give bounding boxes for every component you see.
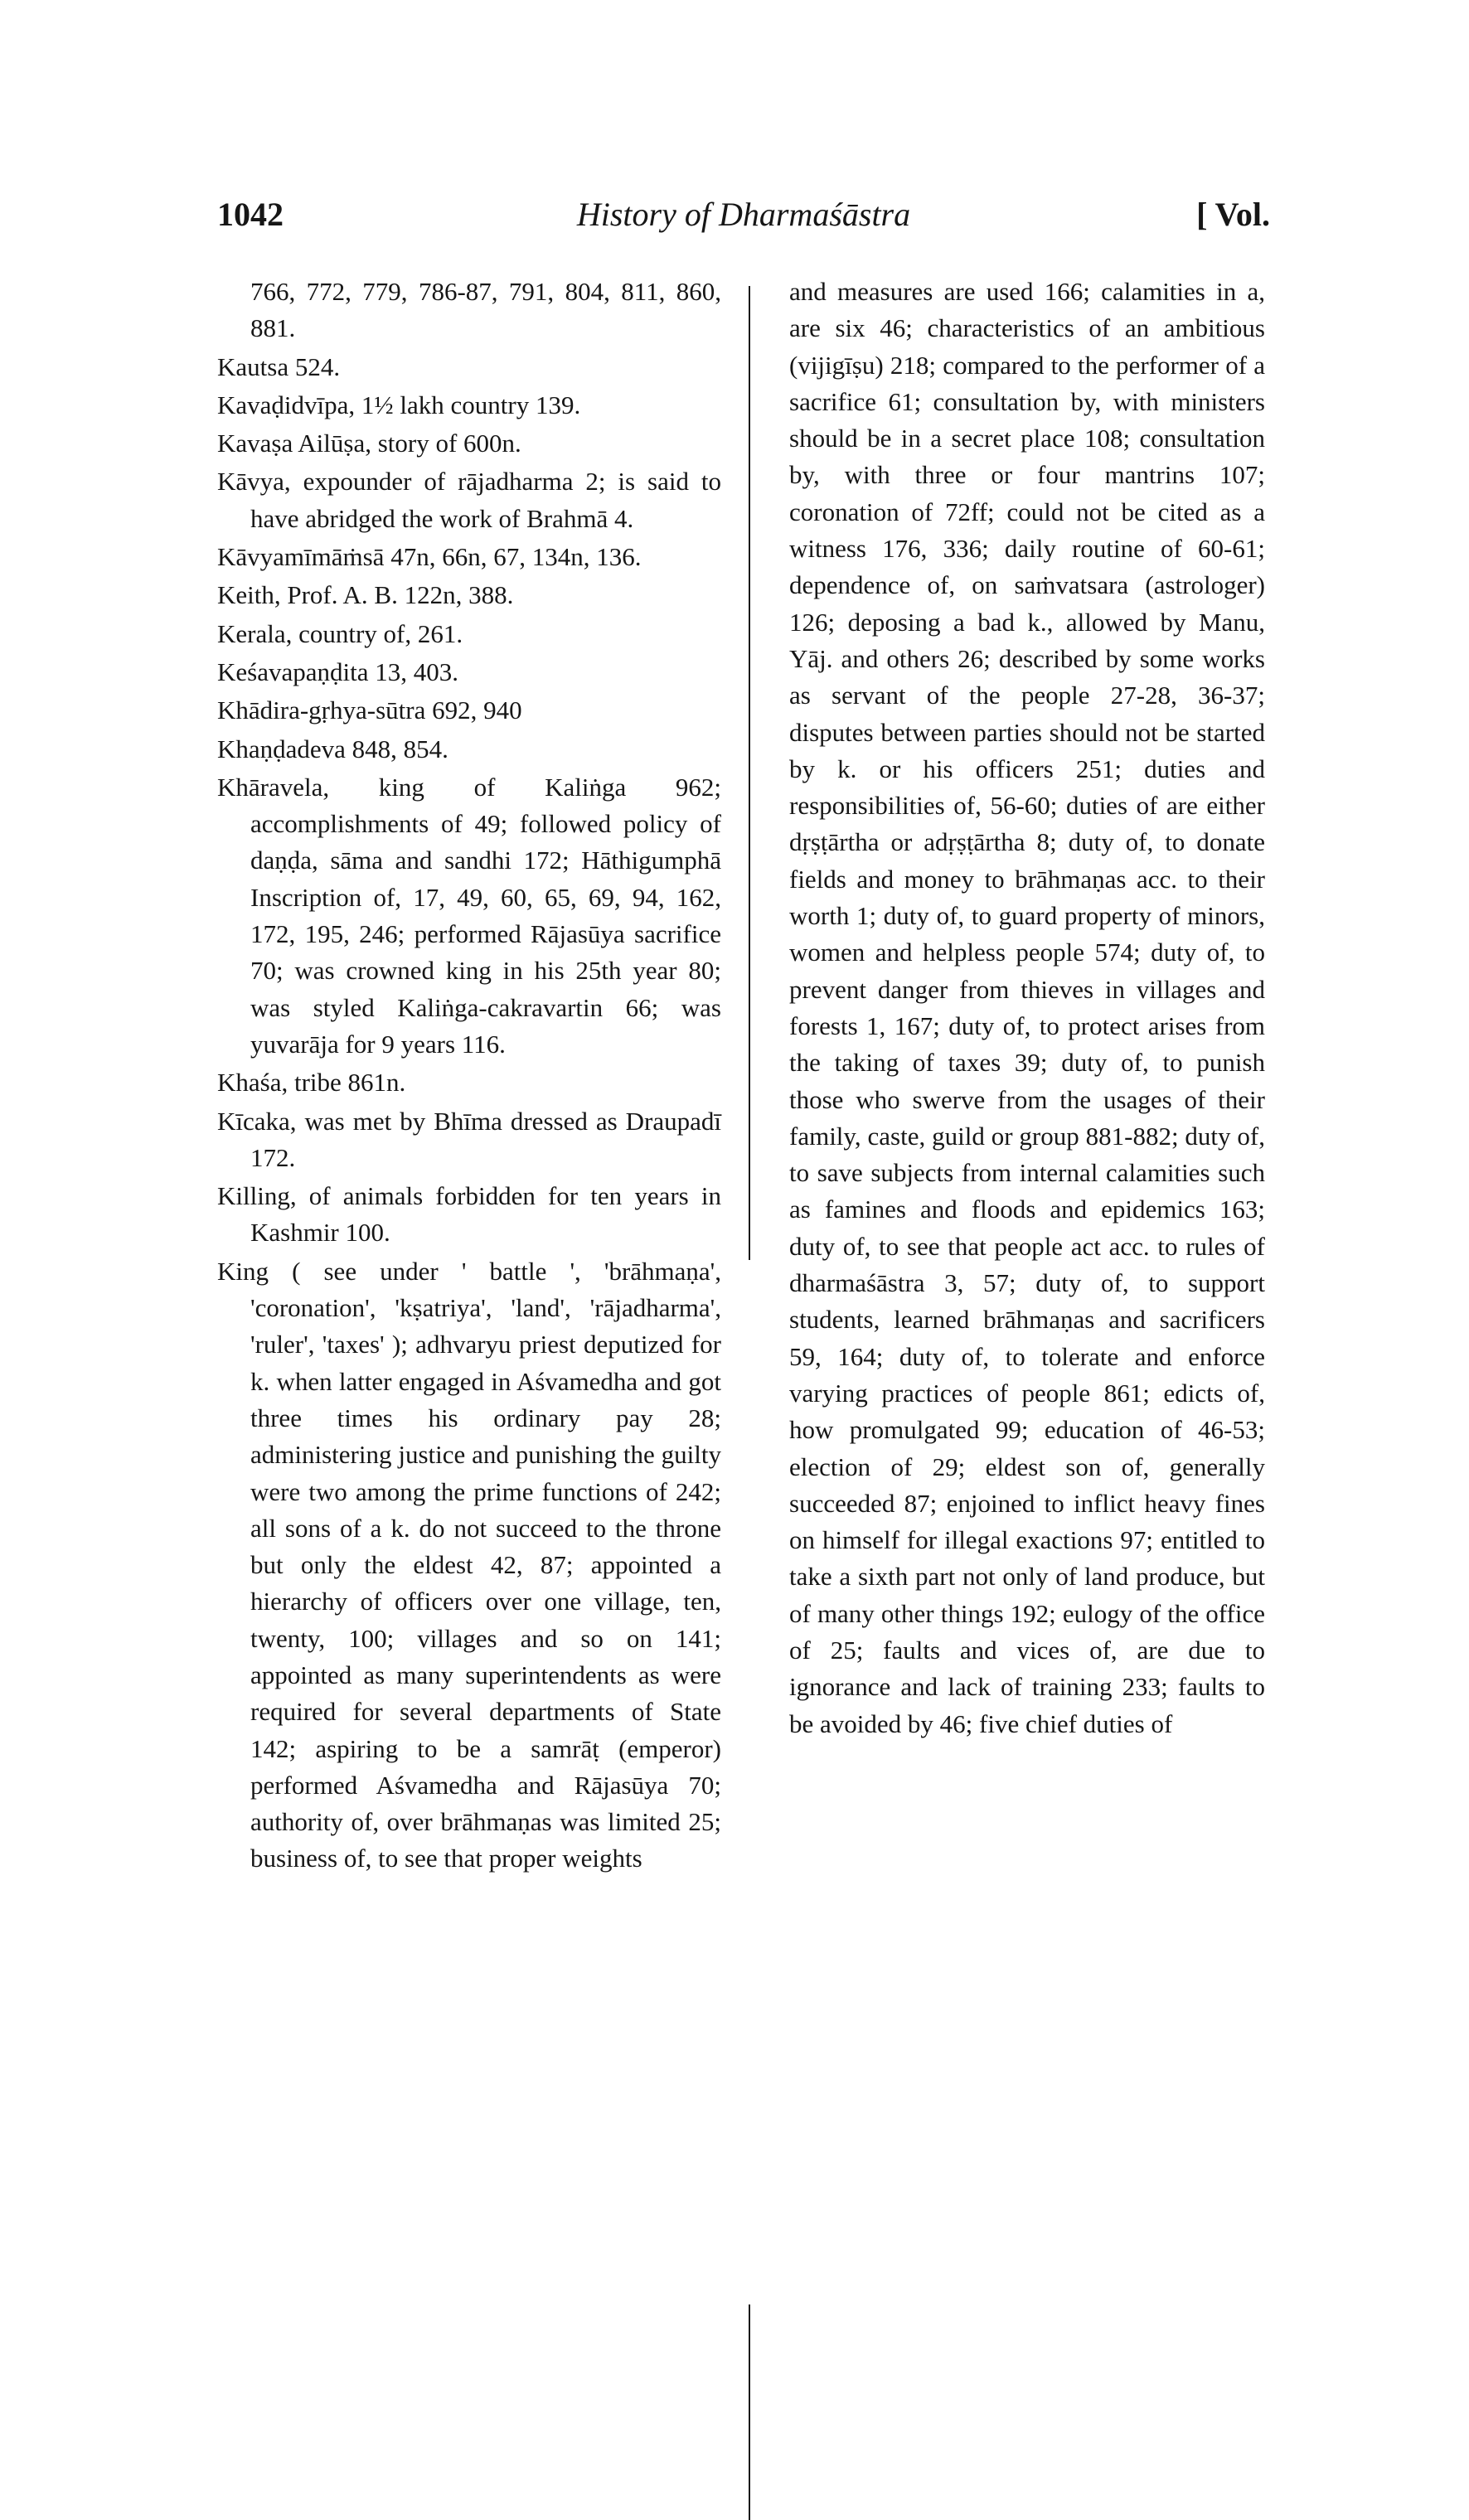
index-entry: Killing, of animals forbidden for ten years in Kashmir 100. bbox=[217, 1181, 721, 1248]
index-entry-continuation: and measures are used 166; calamities in a, are six 46; characteristics of an ambitious (vijigīṣu) 218; compared to the performer of a sacrifice 61; consultation by, with ministers should be in a secret place 108; consultation by, with three or four mantrins 107; coronation of 72ff; could not be cited as a witness 176, 336; daily routine of 60-61; dependence of, on saṁvatsara (astrologer) 126; deposing a bad k., allowed by Manu, Yāj. and others 26; described by some works as servant of the people 27-28, 36-37; disputes between parties should not be started by k. or his officers 251; duties and responsibilities of, 56-60; duties of are either dṛṣṭārtha or adṛṣṭārtha 8; duty of, to donate fields and money to brāhmaṇas acc. to their worth 1; duty of, to guard property of minors, women and helpless people 574; duty of, to prevent danger from thieves in villages and forests 1, 167; duty of, to protect arises from the taking of taxes 39; duty of, to punish those who swerve from the usages of their family, caste, guild or group 881-882; duty of, to save subjects from internal calamities such as famines and floods and epidemics 163; duty of, to see that people act acc. to rules of dharmaśāstra 3, 57; duty of, to support students, learned brāhmaṇas and sacrificers 59, 164; duty of, to tolerate and enforce varying practices of people 861; edicts of, how promulgated 99; education of 46-53; election of 29; eldest son of, generally succeeded 87; enjoined to inflict heavy fines on himself for illegal exactions 97; entitled to take a sixth part not only of land produce, but of many other things 192; eulogy of the office of 25; faults and vices of, are due to ignorance and lack of training 233; faults to be avoided by 46; five chief duties of bbox=[789, 277, 1265, 1738]
index-entry: Keśavapaṇḍita 13, 403. bbox=[217, 657, 458, 686]
index-entry: Kīcaka, was met by Bhīma dressed as Draupadī 172. bbox=[217, 1106, 721, 1172]
index-column-right bbox=[789, 274, 1265, 1742]
index-entry: Kāvyamīmāṁsā 47n, 66n, 67, 134n, 136. bbox=[217, 542, 642, 572]
index-entry: Khādira-gṛhya-sūtra 692, 940 bbox=[217, 695, 522, 725]
index-entry: 766, 772, 779, 786-87, 791, 804, 811, 860, 881. bbox=[250, 277, 721, 343]
index-entry: Kautsa 524. bbox=[217, 351, 341, 381]
index-entry: Kāvya, expounder of rājadharma 2; is said to have abridged the work of Brahmā 4. bbox=[217, 467, 721, 533]
index-entry: Kavaṣa Ailūṣa, story of 600n. bbox=[217, 429, 521, 458]
column-divider-gap bbox=[749, 1260, 754, 2304]
index-entry: Khaśa, tribe 861n. bbox=[217, 1068, 406, 1098]
index-entry: Khaṇḍadeva 848, 854. bbox=[217, 734, 448, 763]
index-entry: Khāravela, king of Kaliṅga 962; accomplishments of 49; followed policy of daṇḍa, sāma and sandhi 172; Hāthigumphā Inscription of, 17, 49, 60, 65, 69, 94, 162, 172, 195, 246; performed Rājasūya sacrifice 70; was crowned king in his 25th year 80; was styled Kaliṅga-cakravartin 66; was yuvarāja for 9 years 116. bbox=[217, 772, 721, 1059]
page-number: 1042 bbox=[217, 196, 284, 233]
index-column-left bbox=[217, 274, 721, 1879]
volume-label: [ Vol. bbox=[1196, 196, 1270, 233]
running-title: History of Dharmaśāstra bbox=[576, 196, 911, 233]
index-entry: Keith, Prof. A. B. 122n, 388. bbox=[217, 580, 514, 610]
index-entry: Kavaḍidvīpa, 1½ lakh country 139. bbox=[217, 390, 581, 419]
index-entry: King ( see under ' battle ', 'brāhmaṇa', 'coronation', 'kṣatriya', 'land', 'rājadharma', 'ruler', 'taxes' ); adhvaryu priest deputized for k. when latter engaged in Aśvamedha and got three times his ordinary pay 28; administering justice and punishing the guilty were two among the prime functions of 242; all sons of a k. do not succeed to the throne but only the eldest 42, 87; appointed a hierarchy of officers over one village, ten, twenty, 100; villages and so on 141; appointed as many superintendents as were required for several departments of State 142; aspiring to be a samrāṭ (emperor) performed Aśvamedha and Rājasūya 70; authority of, over brāhmaṇas was limited 25; business of, to see that proper weights bbox=[217, 1256, 721, 1873]
running-head bbox=[217, 195, 1270, 245]
index-entry: Kerala, country of, 261. bbox=[217, 618, 463, 648]
